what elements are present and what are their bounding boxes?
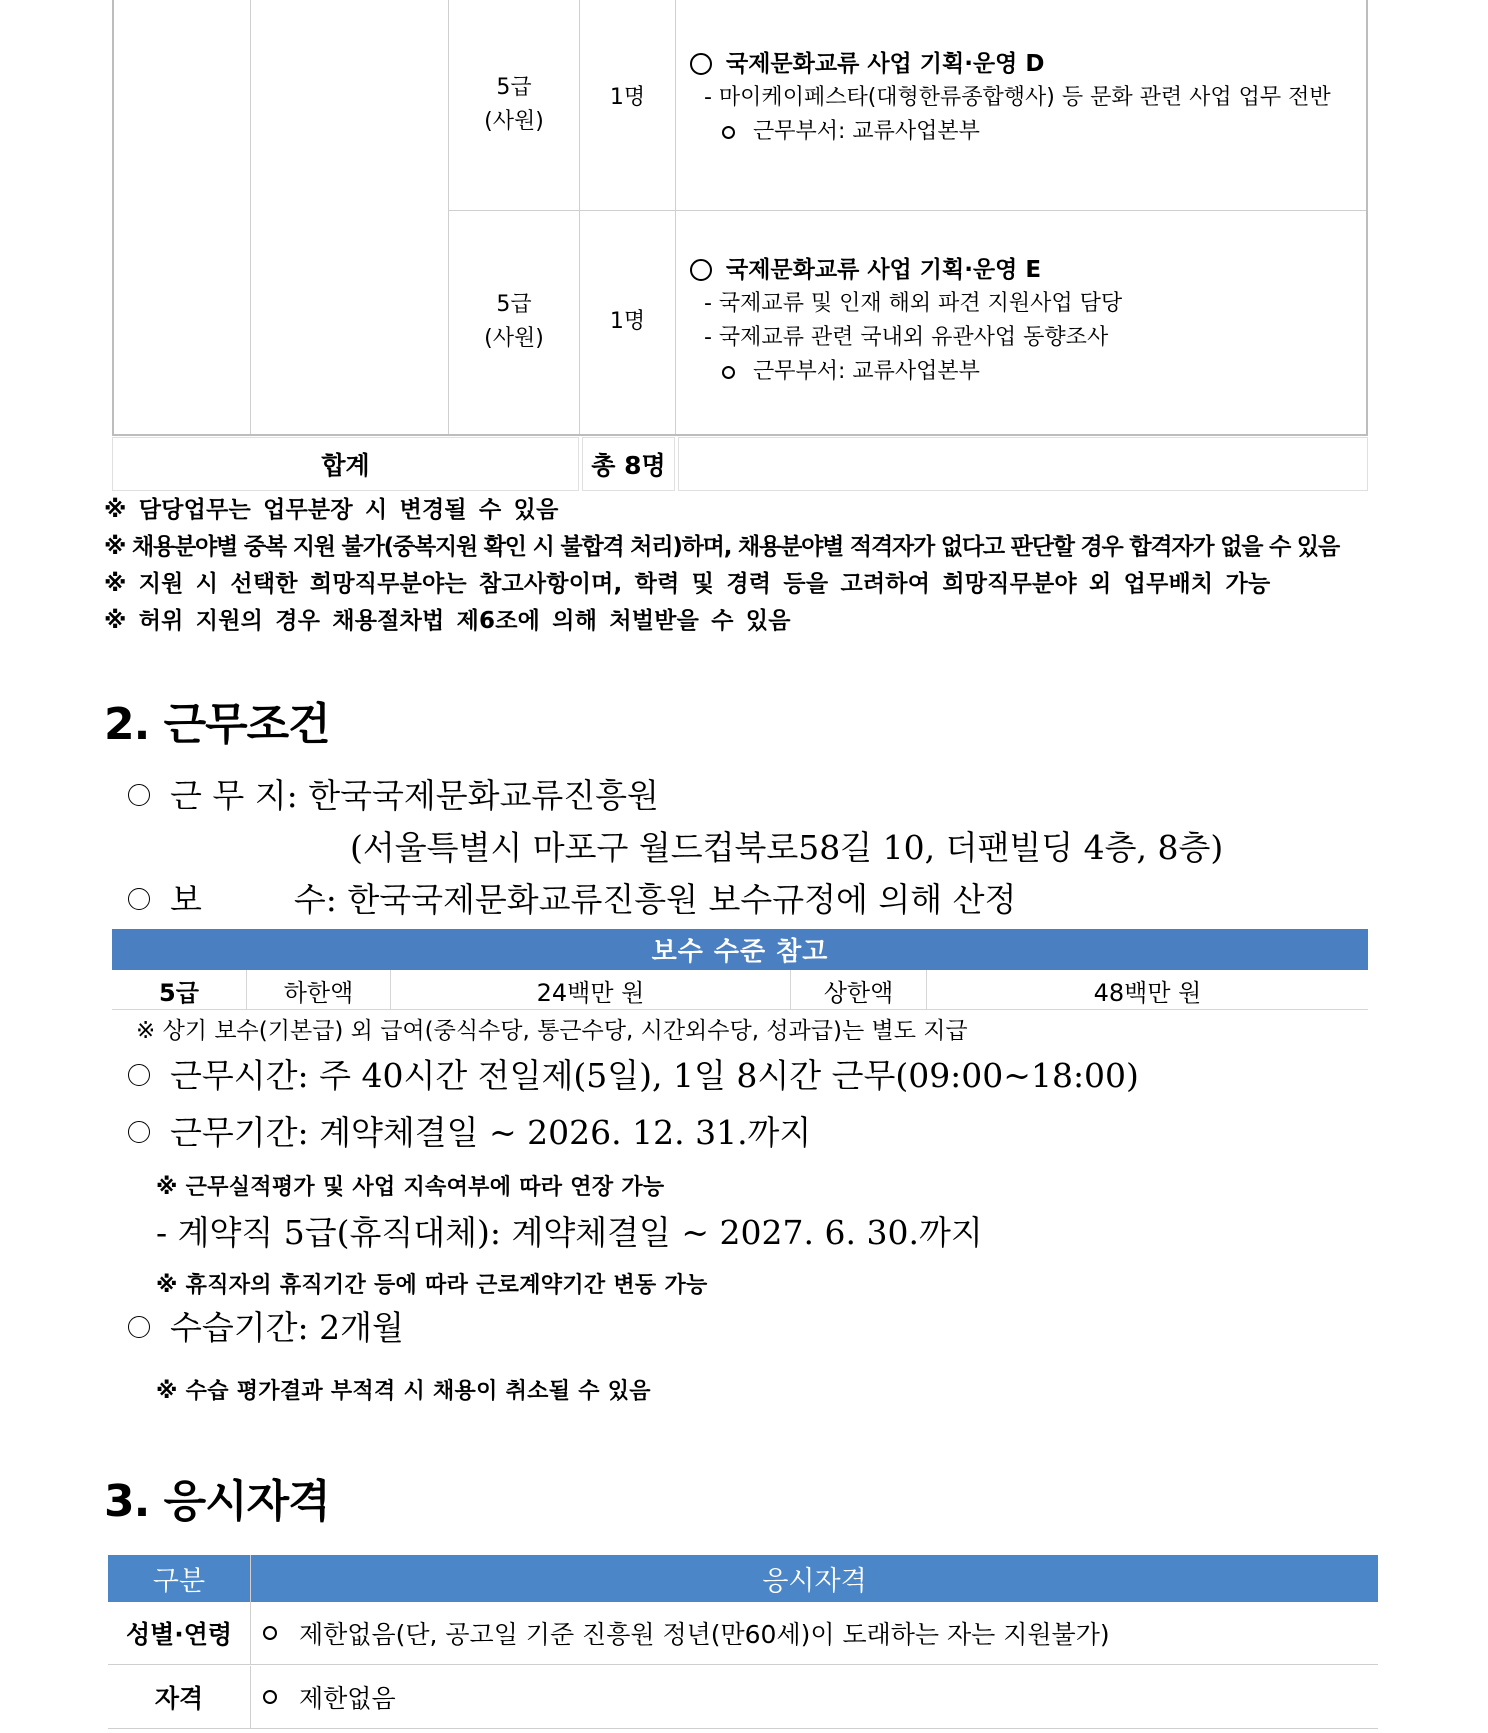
circle-bullet-icon [722,126,735,139]
grade: 5급 [496,75,532,100]
row-value [263,1666,396,1728]
pay-value: 한국국제문화교류진흥원 보수규정에 의해 산정 [347,880,1017,919]
duty-line: - 국제교류 관련 국내외 유관사업 동향조사 [704,325,1109,350]
column-header: 응시자격 [251,1555,1378,1602]
salary-table-title: 보수 수준 참고 [112,929,1368,970]
total-empty-cell [678,437,1368,491]
headcount: 1명 [609,309,646,334]
period-note: ※ 근무실적평가 및 사업 지속여부에 따라 연장 가능 [156,1175,665,1200]
circle-bullet-icon [722,366,735,379]
probation-text: 수습기간: 2개월 [170,1308,404,1347]
duty-cell [690,253,1122,389]
table-row [449,211,579,433]
column-divider [675,0,676,434]
duty-line: - 국제교류 및 인재 해외 파견 지원사업 담당 [704,291,1123,316]
duty-title: 국제문화교류 사업 기획·운영 D [726,51,1045,77]
circle-bullet-icon [128,784,150,806]
table-row [449,0,579,210]
circle-bullet-icon [263,1690,277,1704]
grade: 5급 [496,292,532,317]
dept: 근무부서: 교류사업본부 [753,359,980,384]
salary-max-value: 48백만 원 [1093,978,1202,1007]
row-value-text: 제한없음 [299,1684,396,1713]
contract-note: ※ 휴직자의 휴직기간 등에 따라 근로계약기간 변동 가능 [156,1273,708,1298]
note: ※ 지원 시 선택한 희망직무분야는 참고사항이며, 학력 및 경력 등을 고려하여 희망직무분야 외 업무배치 가능 [104,571,1271,597]
note: ※ 채용분야별 중복 지원 불가(중복지원 확인 시 불합격 처리)하며, 채용분야별 적격자가 없다고 판단할 경우 합격자가 없을 수 있음 [104,534,1339,560]
note: ※ 허위 지원의 경우 채용절차법 제6조에 의해 처벌받을 수 있음 [104,608,791,634]
total-value: 총 8명 [582,437,675,491]
workplace-line [128,770,659,817]
contract-line: - 계약직 5급(휴직대체): 계약체결일 ~ 2027. 6. 30.까지 [156,1213,983,1252]
period-line [128,1107,811,1154]
salary-note: ※ 상기 보수(기본급) 외 급여(중식수당, 통근수당, 시간외수당, 성과급)는 별도 지급 [136,1018,968,1044]
duty-title: 국제문화교류 사업 기획·운영 E [726,257,1042,283]
table-row [108,1602,1378,1665]
headcount: 1명 [609,85,646,110]
circle-bullet-icon [128,1121,150,1143]
circle-bullet-icon [690,53,712,75]
row-label: 자격 [108,1666,251,1728]
row-value-text: 제한없음(단, 공고일 기준 진흥원 정년(만60세)이 도래하는 자는 지원불가) [299,1620,1110,1649]
grade-sub: (사원) [484,326,544,351]
headcount-cell [580,211,675,433]
circle-bullet-icon [128,1064,150,1086]
table-row [108,1666,1378,1729]
circle-bullet-icon [128,1316,150,1338]
workplace-value: 한국국제문화교류진흥원 [308,776,659,815]
section-heading: 3. 응시자격 [104,1476,330,1527]
pay-label-suffix: 수: [293,880,337,919]
notes-list [104,492,1384,640]
hours-line [128,1050,1139,1097]
duty-line: - 마이케이페스타(대형한류종합행사) 등 문화 관련 사업 업무 전반 [704,85,1331,110]
salary-max-label: 상한액 [791,970,927,1010]
probation-line [128,1302,404,1349]
note: ※ 담당업무는 업무분장 시 변경될 수 있음 [104,497,559,523]
total-label: 합계 [112,437,579,491]
circle-bullet-icon [690,259,712,281]
workplace-address: (서울특별시 마포구 월드컵북로58길 10, 더팬빌딩 4층, 8층) [350,828,1224,867]
row-value [263,1602,1110,1664]
workplace-label: 근 무 지: [170,776,298,815]
table-border-bottom [112,434,1368,436]
hours-text: 근무시간: 주 40시간 전일제(5일), 1일 8시간 근무(09:00~18:00) [170,1056,1139,1095]
salary-min-value: 24백만 원 [391,970,791,1010]
salary-grade: 5급 [112,970,247,1010]
table-border-left [112,0,114,436]
dept: 근무부서: 교류사업본부 [753,119,980,144]
table-border-right [1366,0,1368,436]
duty-cell [690,47,1331,149]
row-label: 성별·연령 [108,1602,251,1664]
pay-label: 보 [170,880,202,919]
total-row [112,437,1368,491]
section-heading: 2. 근무조건 [104,699,330,750]
salary-table-row [112,970,1368,1010]
salary-min-label: 하한액 [247,970,391,1010]
grade-sub: (사원) [484,109,544,134]
pay-line [128,874,1016,921]
column-divider [250,0,251,434]
circle-bullet-icon [263,1626,277,1640]
probation-note: ※ 수습 평가결과 부적격 시 채용이 취소될 수 있음 [156,1379,651,1404]
period-text: 근무기간: 계약체결일 ~ 2026. 12. 31.까지 [170,1113,812,1152]
column-header: 구분 [108,1555,251,1602]
headcount-cell [580,0,675,196]
circle-bullet-icon [128,888,150,910]
